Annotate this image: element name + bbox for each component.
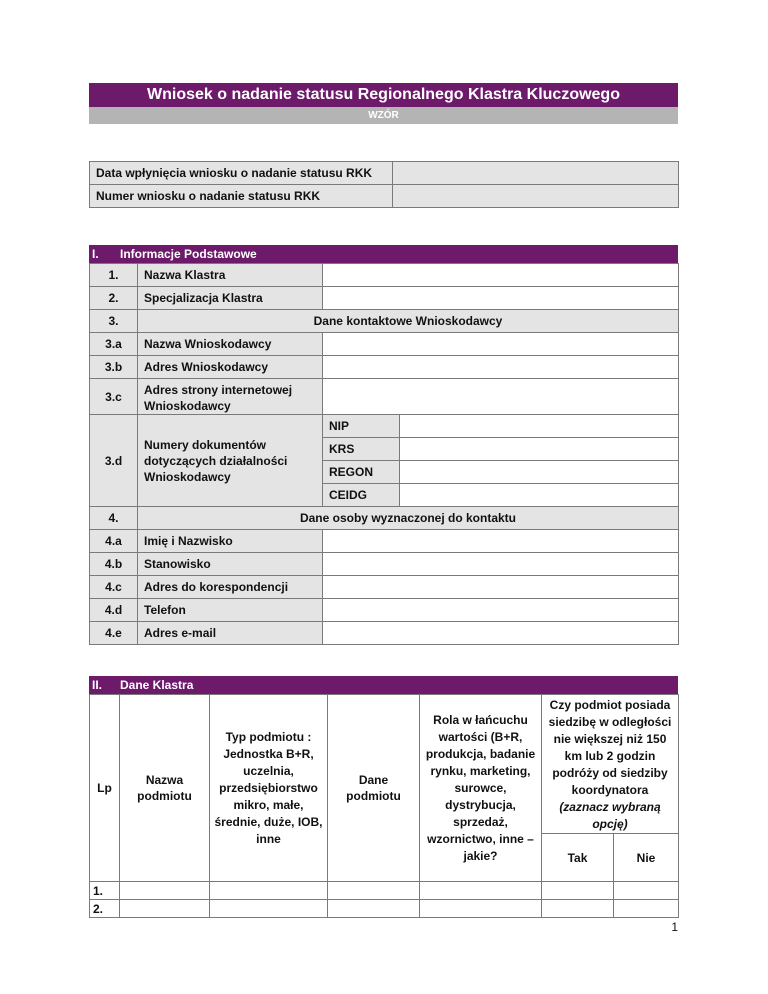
row-number: 4.b: [90, 553, 138, 576]
row-number: 3.b: [90, 356, 138, 379]
nip-field[interactable]: [400, 415, 679, 438]
seat-distance-question: Czy podmiot posiada siedzibę w odległości nie większej niż 150 km lub 2 godzin podróży od siedziby koordynatora: [548, 698, 672, 797]
member-data-cell[interactable]: [328, 882, 420, 900]
contact-email-field[interactable]: [323, 622, 679, 645]
section-1-title: Informacje Podstawowe: [120, 247, 257, 261]
applicant-website-label: Adres strony internetowej Wnioskodawcy: [138, 379, 323, 415]
seat-distance-note: (zaznacz wybraną opcję): [559, 800, 661, 831]
col-header-seat-distance: [542, 695, 679, 834]
receipt-date-label: Data wpłynięcia wniosku o nadanie statusu RKK: [90, 162, 393, 185]
contact-position-field[interactable]: [323, 553, 679, 576]
applicant-name-label: Nazwa Wnioskodawcy: [138, 333, 323, 356]
member-no-cell[interactable]: [614, 900, 679, 918]
applicant-website-field[interactable]: [323, 379, 679, 415]
member-type-cell[interactable]: [210, 900, 328, 918]
contact-phone-label: Telefon: [138, 599, 323, 622]
application-meta-table: [89, 161, 679, 208]
cluster-members-table: [89, 694, 679, 918]
cluster-name-field[interactable]: [323, 264, 679, 287]
section-2-number: II.: [92, 678, 103, 692]
krs-field[interactable]: [400, 438, 679, 461]
member-role-cell[interactable]: [420, 900, 542, 918]
contact-phone-field[interactable]: [323, 599, 679, 622]
member-row-number: 1.: [90, 882, 120, 900]
section-2-title: Dane Klastra: [120, 678, 194, 692]
regon-field[interactable]: [400, 461, 679, 484]
basic-info-table: [89, 263, 679, 645]
applicant-name-field[interactable]: [323, 333, 679, 356]
cluster-name-label: Nazwa Klastra: [138, 264, 323, 287]
member-yes-cell[interactable]: [542, 882, 614, 900]
member-data-cell[interactable]: [328, 900, 420, 918]
row-number: 3.a: [90, 333, 138, 356]
col-header-entity-data: Dane podmiotu: [328, 695, 420, 882]
col-header-value-chain-role: Rola w łańcuchu wartości (B+R, produkcja, badanie rynku, marketing, surowce, dystrybucja, sprzedaż, wzornictwo, inne – jakie?: [420, 695, 542, 882]
row-number: 1.: [90, 264, 138, 287]
contact-name-field[interactable]: [323, 530, 679, 553]
contact-email-label: Adres e-mail: [138, 622, 323, 645]
row-number: 3.d: [90, 415, 138, 507]
member-name-cell[interactable]: [120, 900, 210, 918]
member-yes-cell[interactable]: [542, 900, 614, 918]
application-number-label: Numer wniosku o nadanie statusu RKK: [90, 185, 393, 208]
row-number: 4.d: [90, 599, 138, 622]
regon-label: REGON: [323, 461, 400, 484]
section-1-number: I.: [92, 247, 99, 261]
member-row-number: 2.: [90, 900, 120, 918]
row-number: 4.e: [90, 622, 138, 645]
page-number: 1: [671, 920, 678, 934]
ceidg-field[interactable]: [400, 484, 679, 507]
document-title: Wniosek o nadanie statusu Regionalnego Klastra Kluczowego: [89, 83, 678, 107]
member-no-cell[interactable]: [614, 882, 679, 900]
section-2-header: [89, 676, 678, 694]
receipt-date-field[interactable]: [393, 162, 679, 185]
contact-person-heading: Dane osoby wyznaczonej do kontaktu: [138, 507, 679, 530]
member-name-cell[interactable]: [120, 882, 210, 900]
col-header-entity-type: Typ podmiotu : Jednostka B+R, uczelnia, przedsiębiorstwo mikro, małe, średnie, duże, IOB, inne: [210, 695, 328, 882]
col-header-entity-name: Nazwa podmiotu: [120, 695, 210, 882]
row-number: 3.c: [90, 379, 138, 415]
contact-name-label: Imię i Nazwisko: [138, 530, 323, 553]
ceidg-label: CEIDG: [323, 484, 400, 507]
col-header-lp: Lp: [90, 695, 120, 882]
cluster-specialization-label: Specjalizacja Klastra: [138, 287, 323, 310]
application-number-field[interactable]: [393, 185, 679, 208]
applicant-address-field[interactable]: [323, 356, 679, 379]
member-type-cell[interactable]: [210, 882, 328, 900]
applicant-documents-label: Numery dokumentów dotyczących działalności Wnioskodawcy: [138, 415, 323, 507]
nip-label: NIP: [323, 415, 400, 438]
row-number: 3.: [90, 310, 138, 333]
section-1-header: [89, 245, 678, 263]
contact-address-label: Adres do korespondencji: [138, 576, 323, 599]
applicant-address-label: Adres Wnioskodawcy: [138, 356, 323, 379]
col-header-yes: Tak: [542, 834, 614, 882]
applicant-contact-heading: Dane kontaktowe Wnioskodawcy: [138, 310, 679, 333]
row-number: 4.: [90, 507, 138, 530]
document-subtitle: WZÓR: [89, 107, 678, 124]
row-number: 4.a: [90, 530, 138, 553]
col-header-no: Nie: [614, 834, 679, 882]
row-number: 4.c: [90, 576, 138, 599]
cluster-specialization-field[interactable]: [323, 287, 679, 310]
krs-label: KRS: [323, 438, 400, 461]
member-role-cell[interactable]: [420, 882, 542, 900]
contact-address-field[interactable]: [323, 576, 679, 599]
contact-position-label: Stanowisko: [138, 553, 323, 576]
row-number: 2.: [90, 287, 138, 310]
